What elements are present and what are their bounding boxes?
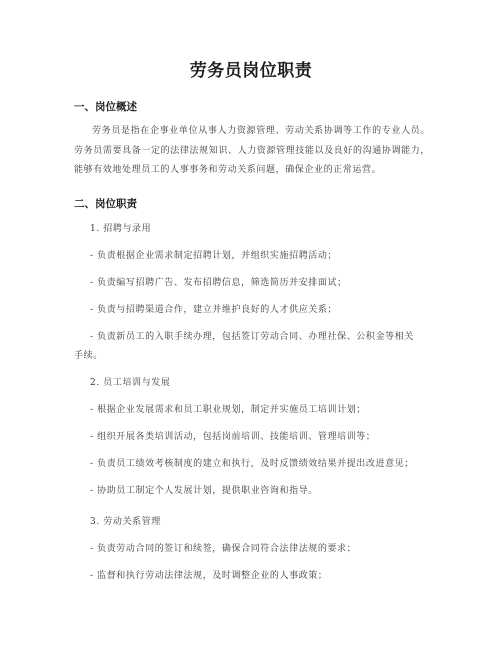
list-item: - 负责与招聘渠道合作，建立并维护良好的人才供应关系；: [90, 305, 338, 315]
section-heading-overview: 一、岗位概述: [74, 101, 137, 113]
list-item: - 负责劳动合同的签订和续签，确保合同符合法律法规的要求；: [90, 544, 357, 554]
section-heading-duties: 二、岗位职责: [74, 198, 137, 210]
list-item: - 组织开展各类培训活动，包括岗前培训、技能培训、管理培训等；: [90, 432, 376, 442]
list-item: - 根据企业发展需求和员工职业规划，制定并实施员工培训计划；: [90, 405, 366, 415]
list-item: - 负责根据企业需求制定招聘计划，并组织实施招聘活动；: [90, 251, 338, 261]
subheading-labor-relations: 3. 劳动关系管理: [90, 517, 161, 527]
list-item: - 负责编写招聘广告、发布招聘信息，筛选简历并安排面试；: [90, 278, 347, 288]
list-item: - 监督和执行劳动法律法规，及时调整企业的人事政策；: [90, 571, 328, 581]
document-title: 劳务员岗位职责: [189, 61, 313, 81]
list-item-continuation: 手续。: [74, 351, 103, 361]
list-item: - 负责新员工的入职手续办理，包括签订劳动合同、办理社保、公积金等相关: [90, 332, 414, 342]
list-item: - 协助员工制定个人发展计划，提供职业咨询和指导。: [90, 486, 318, 496]
subheading-recruitment: 1. 招聘与录用: [90, 224, 152, 234]
overview-paragraph: 劳务员是指在企事业单位从事人力资源管理、劳动关系协调等工作的专业人员。劳务员需要具备一定的法律法规知识、人力资源管理技能以及良好的沟通协调能力，能够有效地处理员工的人事事务和劳动关系问题，确保企业的正常运营。: [74, 126, 430, 175]
subheading-training: 2. 员工培训与发展: [90, 378, 171, 388]
list-item: - 负责员工绩效考核制度的建立和执行，及时反馈绩效结果并提出改进意见；: [90, 459, 414, 469]
